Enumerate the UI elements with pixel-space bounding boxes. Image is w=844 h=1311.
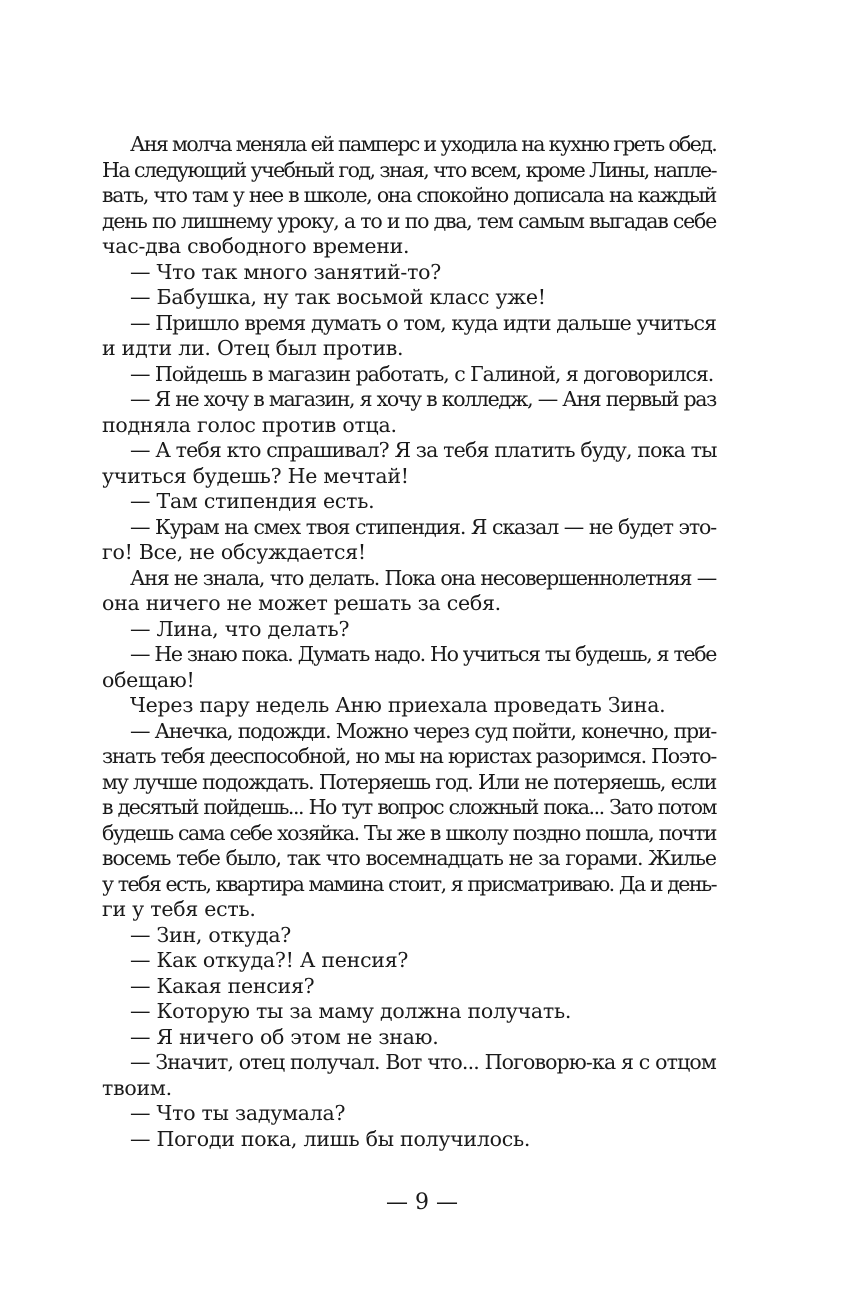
text-line: ги у тебя есть.	[102, 897, 256, 921]
text-line: На следующий учебный год, зная, что всем, кроме Лины, напле-	[102, 157, 716, 182]
text-line: знать тебя дееспособной, но мы на юристах разоримся. Поэто-	[102, 744, 716, 768]
text-line: го! Все, не обсуждается!	[102, 540, 366, 564]
text-line: — Лина, что делать?	[130, 616, 350, 641]
text-line: му лучше подождать. Потеряешь год. Или не потеряешь, если	[102, 769, 716, 794]
text-line: час-два свободного времени.	[102, 234, 410, 258]
text-line: — Не знаю пока. Думать надо. Но учиться ты будешь, я тебе	[130, 642, 716, 666]
text-line: и идти ли. Отец был против.	[102, 336, 404, 360]
text-line: — А тебя кто спрашивал? Я за тебя платить буду, пока ты	[130, 438, 717, 462]
text-line: Через пару недель Аню приехала проведать Зина.	[130, 693, 666, 717]
text-line: подняла голос против отца.	[102, 412, 397, 437]
text-line: учиться будешь? Не мечтай!	[102, 463, 409, 488]
body-text	[102, 132, 716, 1152]
text-line: — Что ты задумала?	[130, 1101, 346, 1125]
text-line: — Зин, откуда?	[130, 922, 292, 947]
text-line: — Погоди пока, лишь бы получилось.	[130, 1126, 531, 1151]
text-line: — Курам на смех твоя стипендия. Я сказал — не будет это-	[130, 514, 716, 539]
text-line: будешь сама себе хозяйка. Ты же в школу поздно пошла, почти	[102, 820, 716, 845]
text-line: у тебя есть, квартира мамина стоит, я присматриваю. Да и день-	[102, 871, 716, 896]
text-line: день по лишнему уроку, а то и по два, тем самым выгадав себе	[102, 208, 716, 233]
text-line: в десятый пойдешь... Но тут вопрос сложный пока... Зато потом	[102, 795, 716, 819]
text-line: вать, что там у нее в школе, она спокойно дописала на каждый	[102, 183, 716, 207]
text-line: — Пойдешь в магазин работать, с Галиной, я договорился.	[130, 361, 714, 386]
page-number: — 9 —	[386, 1190, 458, 1215]
text-line: она ничего не может решать за себя.	[102, 591, 501, 615]
text-line: — Я не хочу в магазин, я хочу в колледж, — Аня первый раз	[130, 387, 716, 411]
text-line: твоим.	[102, 1075, 172, 1100]
text-line: — Как откуда?! А пенсия?	[130, 948, 409, 972]
text-line: — Какая пенсия?	[130, 973, 315, 998]
text-line: — Там стипендия есть.	[130, 489, 375, 513]
text-line: — Пришло время думать о том, куда идти дальше учиться	[130, 310, 716, 335]
text-line: — Что так много занятий-то?	[130, 259, 442, 284]
text-line: — Которую ты за маму должна получать.	[130, 999, 572, 1023]
text-line: Аня не знала, что делать. Пока она несовершеннолетняя —	[130, 565, 716, 590]
text-line: — Я ничего об этом не знаю.	[130, 1024, 439, 1049]
text-line: обещаю!	[102, 667, 195, 692]
text-line: — Анечка, подожди. Можно через суд пойти, конечно, при-	[130, 718, 716, 743]
text-line: — Бабушка, ну так восьмой класс уже!	[130, 285, 546, 309]
text-line: Аня молча меняла ей памперс и уходила на кухню греть обед.	[130, 132, 717, 156]
text-line: восемь тебе было, так что восемнадцать не за горами. Жилье	[102, 846, 716, 870]
text-line: — Значит, отец получал. Вот что... Поговорю-ка я с отцом	[130, 1050, 716, 1074]
